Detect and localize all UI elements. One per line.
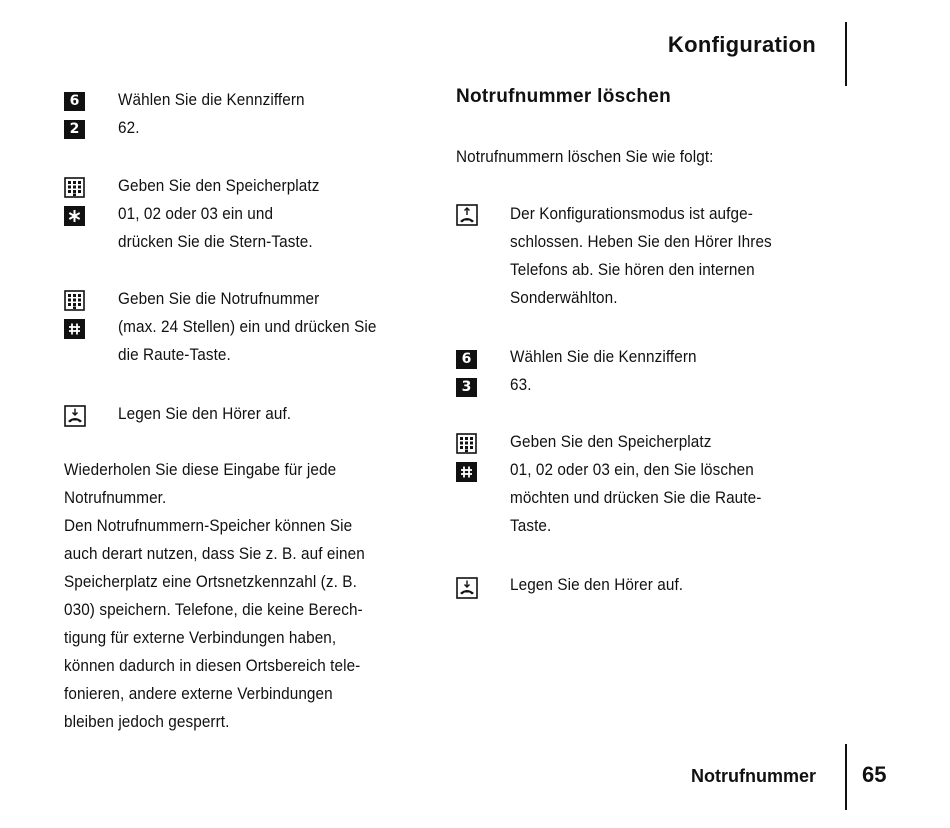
footer-section-title: Notrufnummer: [691, 766, 816, 786]
left-step1-line1: Wählen Sie die Kennziffern: [118, 90, 305, 109]
handset-down-icon: [64, 405, 86, 432]
header-divider: [845, 22, 847, 86]
left-paragraph-line: auch derart nutzen, dass Sie z. B. auf einen: [64, 544, 365, 563]
right-step1-line1: Der Konfigurationsmodus ist aufge-: [510, 204, 753, 223]
digit-key-2-icon: 2: [64, 120, 85, 139]
left-paragraph-line: tigung für externe Verbindungen haben,: [64, 628, 337, 647]
left-step3-line2: (max. 24 Stellen) ein und drücken Sie: [118, 317, 377, 336]
digit-key-6-icon: 6: [64, 92, 85, 111]
keypad-icon: [64, 290, 85, 316]
left-step3-line3: die Raute-Taste.: [118, 345, 231, 364]
left-paragraph-line: Den Notrufnummern-Speicher können Sie: [64, 516, 353, 535]
left-paragraph-line: bleiben jedoch gesperrt.: [64, 712, 230, 731]
left-step4-line1: Legen Sie den Hörer auf.: [118, 404, 292, 423]
right-step3-line1: Geben Sie den Speicherplatz: [510, 432, 712, 451]
right-step3-line3: möchten und drücken Sie die Raute-: [510, 488, 762, 507]
right-step2-line2: 63.: [510, 375, 532, 394]
right-step4-line1: Legen Sie den Hörer auf.: [510, 575, 684, 594]
left-step2-line3: drücken Sie die Stern-Taste.: [118, 232, 313, 251]
left-paragraph-line: können dadurch in diesen Ortsbereich tele-: [64, 656, 361, 675]
right-step3-line4: Taste.: [510, 516, 552, 535]
left-paragraph-line: fonieren, andere externe Verbindungen: [64, 684, 333, 703]
hash-key-icon: [64, 319, 85, 344]
section-title: Notrufnummer löschen: [456, 86, 672, 107]
right-step1-line4: Sonderwählton.: [510, 288, 618, 307]
handset-up-icon: [456, 204, 478, 231]
digit-key-3-icon: 3: [456, 378, 477, 397]
right-step3-line2: 01, 02 oder 03 ein, den Sie löschen: [510, 460, 754, 479]
footer-divider: [845, 744, 847, 810]
left-paragraph-line: Wiederholen Sie diese Eingabe für jede: [64, 460, 337, 479]
left-step2-line1: Geben Sie den Speicherplatz: [118, 176, 320, 195]
left-paragraph-line: Speicherplatz eine Ortsnetzkennzahl (z. B.: [64, 572, 357, 591]
keypad-icon: [64, 177, 85, 203]
hash-key-icon: [456, 462, 477, 487]
keypad-icon: [456, 433, 477, 459]
page-number: 65: [862, 762, 887, 787]
handset-down-icon: [456, 577, 478, 604]
right-step1-line3: Telefons ab. Sie hören den internen: [510, 260, 755, 279]
section-intro: Notrufnummern löschen Sie wie folgt:: [456, 147, 714, 166]
left-paragraph-line: Notrufnummer.: [64, 488, 167, 507]
page-header-title: Konfiguration: [667, 32, 816, 57]
digit-key-6-icon: 6: [456, 350, 477, 369]
left-paragraph-line: 030) speichern. Telefone, die keine Berech-: [64, 600, 363, 619]
right-step2-line1: Wählen Sie die Kennziffern: [510, 347, 697, 366]
right-step1-line2: schlossen. Heben Sie den Hörer Ihres: [510, 232, 772, 251]
left-step1-line2: 62.: [118, 118, 140, 137]
left-step3-line1: Geben Sie die Notrufnummer: [118, 289, 320, 308]
star-key-icon: [64, 206, 85, 231]
left-step2-line2: 01, 02 oder 03 ein und: [118, 204, 274, 223]
